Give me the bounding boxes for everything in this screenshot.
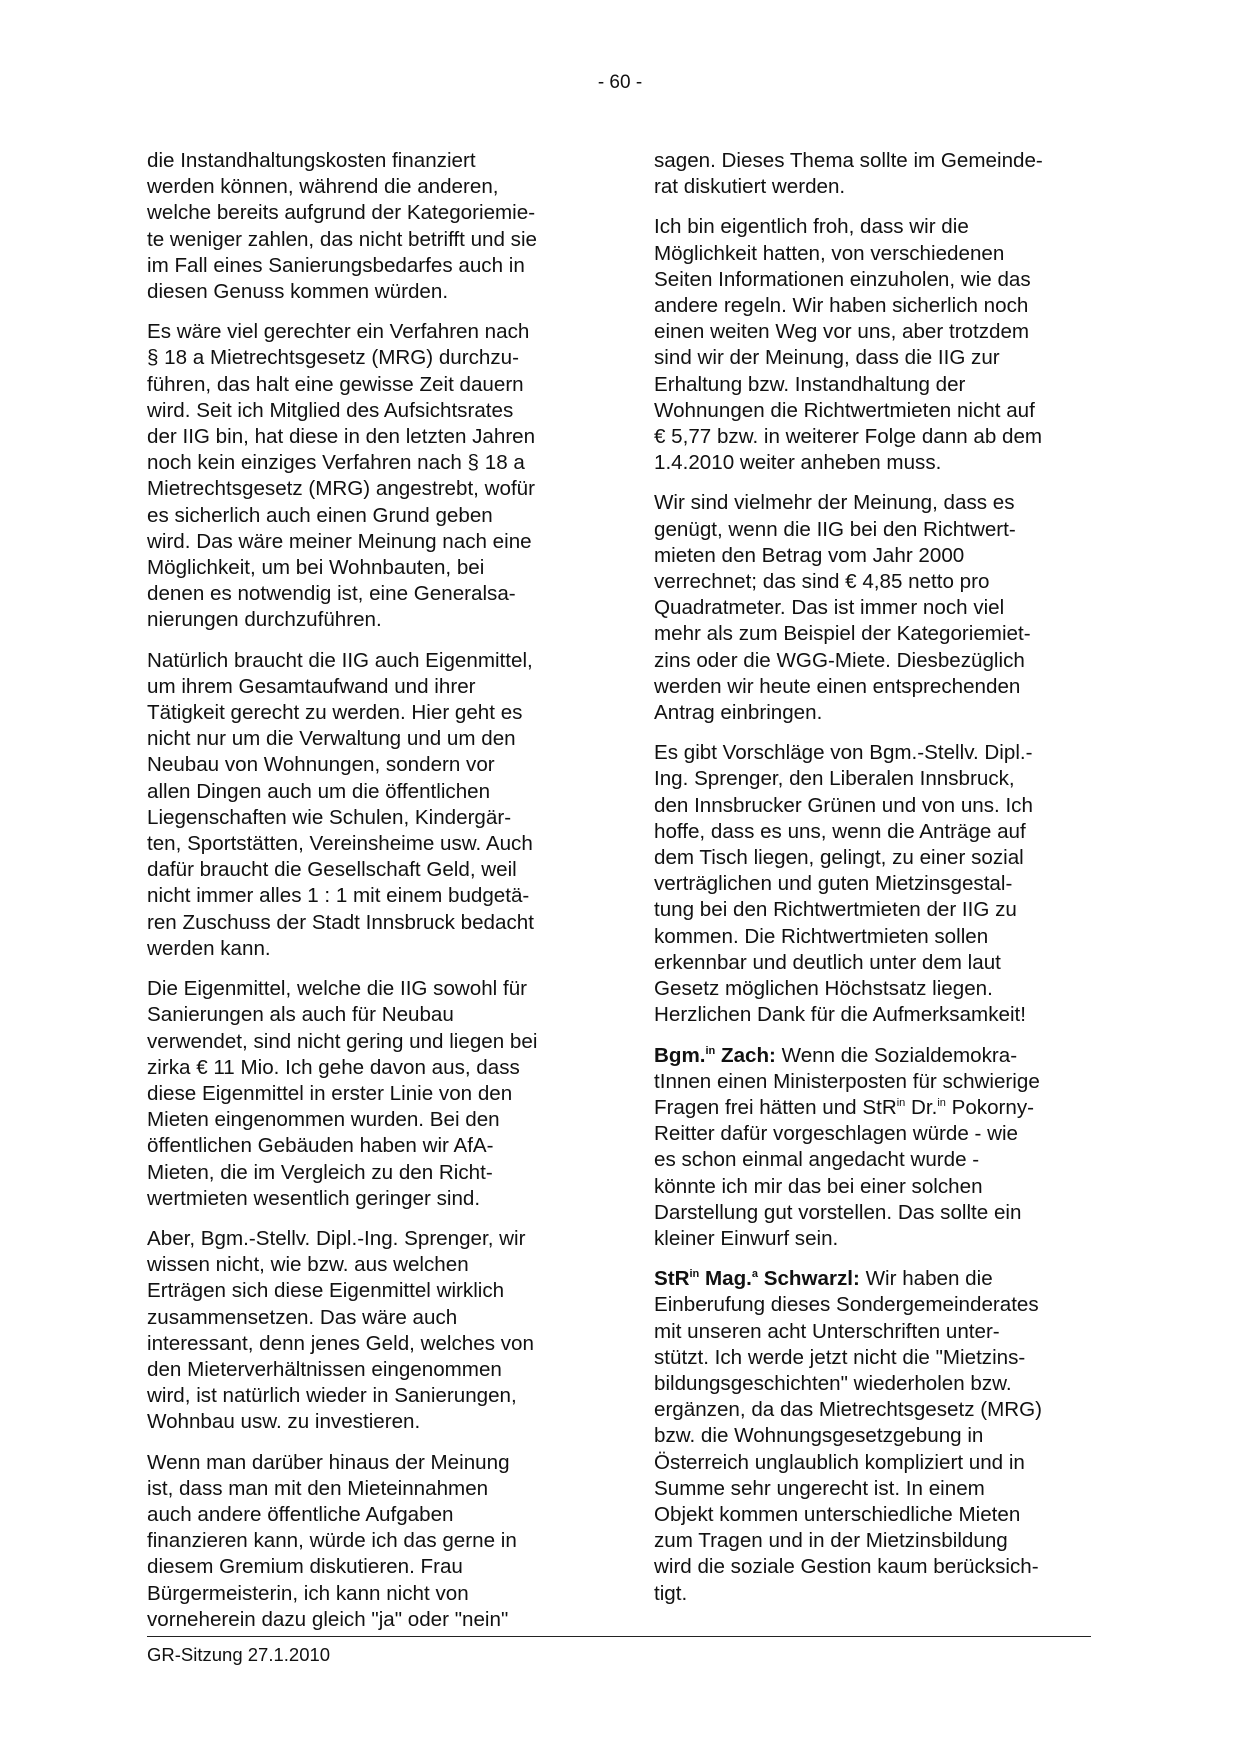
text-line: Möglichkeit hatten, von verschiedenen: [654, 241, 1005, 265]
text-line: Aber, Bgm.-Stellv. Dipl.-Ing. Sprenger, wir: [147, 1226, 526, 1250]
speaker-name: Schwarzl:: [758, 1267, 860, 1291]
text-line: wird. Das wäre meiner Meinung nach eine: [147, 529, 532, 553]
text-line: Wir sind vielmehr der Meinung, dass es: [654, 491, 1015, 515]
text-line: der IIG bin, hat diese in den letzten Jahren: [147, 425, 536, 449]
paragraph: [147, 976, 579, 1212]
text-line: den Mieterverhältnissen eingenommen: [147, 1357, 502, 1381]
paragraph: [147, 1226, 579, 1436]
text-line: wertmieten wesentlich geringer sind.: [147, 1186, 481, 1210]
text-line: Wenn man darüber hinaus der Meinung: [147, 1450, 510, 1474]
text-line: wird. Seit ich Mitglied des Aufsichtsrates: [147, 398, 514, 422]
text-line: ten, Sportstätten, Vereinsheime usw. Auch: [147, 832, 533, 856]
text-line: sagen. Dieses Thema sollte im Gemeinde-: [654, 149, 1043, 172]
text-line: Summe sehr ungerecht ist. In einem: [654, 1476, 985, 1500]
page-number: - 60 -: [597, 72, 643, 93]
paragraph: [147, 319, 579, 633]
text-line: bildungsgeschichten" wiederholen bzw.: [654, 1371, 1012, 1395]
text-line: diesem Gremium diskutieren. Frau: [147, 1555, 463, 1579]
text-line: den Innsbrucker Grünen und von uns. Ich: [654, 793, 1033, 817]
text-line: tigt.: [654, 1581, 688, 1605]
text-line: noch kein einziges Verfahren nach § 18 a: [147, 451, 525, 475]
text-line: Seiten Informationen einzuholen, wie das: [654, 267, 1031, 291]
text-line: Mietrechtsgesetz (MRG) angestrebt, wofür: [147, 477, 535, 501]
text-line: wissen nicht, wie bzw. aus welchen: [147, 1253, 469, 1277]
speaker-title-sup: a: [751, 1268, 759, 1281]
text-line: Wir haben die: [859, 1267, 993, 1291]
text-line: Liegenschaften wie Schulen, Kindergär-: [147, 805, 512, 829]
speech-schwarzl: [654, 1266, 1086, 1607]
speaker-schwarzl: [654, 1267, 860, 1290]
text-line: genügt, wenn die IIG bei den Richtwert-: [654, 517, 1016, 541]
text-line: Tätigkeit gerecht zu werden. Hier geht es: [147, 701, 523, 725]
text-line: Sanierungen als auch für Neubau: [147, 1003, 454, 1027]
text-line: Ich bin eigentlich froh, dass wir die: [654, 215, 969, 239]
text-line: zusammensetzen. Das wäre auch: [147, 1305, 458, 1329]
footer-session-date: GR-Sitzung 27.1.2010: [147, 1644, 331, 1665]
text-line: um ihrem Gesamtaufwand und ihrer: [147, 674, 476, 698]
text-line: Neubau von Wohnungen, sondern vor: [147, 753, 495, 777]
text-line: führen, das halt eine gewisse Zeit dauern: [147, 372, 524, 396]
text-line: Es wäre viel gerechter ein Verfahren nach: [147, 320, 530, 344]
speaker-title: StR: [654, 1267, 690, 1291]
text-line: kommen. Die Richtwertmieten sollen: [654, 924, 989, 948]
text-line: Bürgermeisterin, ich kann nicht von: [147, 1581, 469, 1605]
text-line: sind wir der Meinung, dass die IIG zur: [654, 346, 1000, 370]
text-line: 1.4.2010 weiter anheben muss.: [654, 451, 942, 475]
text-line: verwendet, sind nicht gering und liegen bei: [147, 1029, 538, 1053]
text-line: mieten den Betrag vom Jahr 2000: [654, 543, 965, 567]
paragraph: [654, 490, 1086, 726]
text-line: zins oder die WGG-Miete. Diesbezüglich: [654, 648, 1025, 672]
text-line: ergänzen, da das Mietrechtsgesetz (MRG): [654, 1398, 1043, 1422]
text-line: vorneherein dazu gleich "ja" oder "nein": [147, 1607, 509, 1631]
text-line: tInnen einen Ministerposten für schwierige: [654, 1069, 1040, 1093]
text-line: nicht immer alles 1 : 1 mit einem budgetä-: [147, 884, 530, 908]
text-line: erkennbar und deutlich unter dem laut: [654, 950, 1001, 974]
paragraph: [654, 148, 1086, 200]
text-line: öffentlichen Gebäuden haben wir AfA-: [147, 1134, 494, 1158]
text-line: Natürlich braucht die IIG auch Eigenmittel,: [147, 648, 533, 672]
text-line: auch andere öffentliche Aufgaben: [147, 1502, 454, 1526]
text-line: einen weiten Weg vor uns, aber trotzdem: [654, 320, 1030, 344]
text-line: werden kann.: [147, 936, 271, 960]
text-line: Erhaltung bzw. Instandhaltung der: [654, 372, 966, 396]
text-line: rat diskutiert werden.: [654, 175, 846, 199]
text-line: Erträgen sich diese Eigenmittel wirklich: [147, 1279, 505, 1303]
text-line: bzw. die Wohnungsgesetzgebung in: [654, 1424, 984, 1448]
text-line: im Fall eines Sanierungsbedarfes auch in: [147, 253, 525, 277]
text-line: Möglichkeit, um bei Wohnbauten, bei: [147, 556, 485, 580]
text-line: denen es notwendig ist, eine Generalsa-: [147, 582, 516, 606]
text-line: Einberufung dieses Sondergemeinderates: [654, 1293, 1039, 1317]
text-line: diese Eigenmittel in erster Linie von den: [147, 1081, 513, 1105]
text-line: dafür braucht die Gesellschaft Geld, weil: [147, 858, 517, 882]
text-line: Wohnungen die Richtwertmieten nicht auf: [654, 398, 1035, 422]
speaker-title-sup: in: [705, 1044, 716, 1057]
paragraph: [654, 740, 1086, 1028]
text-line: Fragen frei hätten und StR: [654, 1095, 897, 1119]
text-line: ren Zuschuss der Stadt Innsbruck bedacht: [147, 910, 534, 934]
text-line: Ing. Sprenger, den Liberalen Innsbruck,: [654, 767, 1015, 791]
text-line: € 5,77 bzw. in weiterer Folge dann ab dem: [654, 425, 1043, 449]
text-line: Antrag einbringen.: [654, 701, 823, 725]
text-line: es schon einmal angedacht wurde -: [654, 1148, 980, 1172]
speaker-name: Zach:: [715, 1043, 776, 1067]
text-line: finanzieren kann, würde ich das gerne in: [147, 1529, 517, 1553]
text-line: te weniger zahlen, das nicht betrifft und sie: [147, 227, 537, 251]
title-sup: in: [896, 1096, 906, 1109]
text-line: Österreich unglaublich kompliziert und in: [654, 1450, 1025, 1474]
text-line: andere regeln. Wir haben sicherlich noch: [654, 294, 1029, 318]
text-line: Darstellung gut vorstellen. Das sollte ein: [654, 1200, 1022, 1224]
text-line: Reitter dafür vorgeschlagen würde - wie: [654, 1122, 1019, 1146]
text-line: die Instandhaltungskosten finanziert: [147, 149, 476, 172]
text-line: zum Tragen und in der Mietzinsbildung: [654, 1529, 1008, 1553]
text-line: Gesetz möglichen Höchstsatz liegen.: [654, 977, 993, 1001]
paragraph: [654, 214, 1086, 476]
text-line: welche bereits aufgrund der Kategoriemie-: [147, 201, 536, 225]
text-line: werden können, während die anderen,: [147, 175, 499, 199]
text-line: Mieten eingenommen wurden. Bei den: [147, 1108, 500, 1132]
text-line: Wenn die Sozialdemokra-: [775, 1043, 1018, 1067]
footer-divider: [147, 1636, 1091, 1637]
text-line: tung bei den Richtwertmieten der IIG zu: [654, 898, 1017, 922]
text-line: Die Eigenmittel, welche die IIG sowohl für: [147, 977, 528, 1001]
text-line: kleiner Einwurf sein.: [654, 1226, 839, 1250]
text-line: diesen Genuss kommen würden.: [147, 280, 449, 304]
text-line: verträglichen und guten Mietzinsgestal-: [654, 872, 1013, 896]
text-line: Es gibt Vorschläge von Bgm.-Stellv. Dipl.-: [654, 741, 1033, 765]
text-line: Mieten, die im Vergleich zu den Richt-: [147, 1160, 493, 1184]
text-line: allen Dingen auch um die öffentlichen: [147, 779, 491, 803]
paragraph: [147, 1450, 579, 1633]
right-column: [654, 148, 1086, 1621]
text-line: Herzlichen Dank für die Aufmerksamkeit!: [654, 1003, 1026, 1027]
text-line: verrechnet; das sind € 4,85 netto pro: [654, 570, 990, 594]
speech-zach: [654, 1043, 1086, 1253]
text-line: stützt. Ich werde jetzt nicht die "Mietzins-: [654, 1345, 1026, 1369]
paragraph: [147, 648, 579, 962]
speaker-title-sup: in: [689, 1268, 700, 1281]
text-line: hoffe, dass es uns, wenn die Anträge auf: [654, 819, 1026, 843]
text-line: Pokorny-: [945, 1095, 1035, 1119]
text-line: mehr als zum Beispiel der Kategoriemiet-: [654, 622, 1031, 646]
text-line: wird die soziale Gestion kaum berücksich-: [654, 1555, 1039, 1579]
paragraph: [147, 148, 579, 305]
text-line: könnte ich mir das bei einer solchen: [654, 1174, 983, 1198]
text-line: § 18 a Mietrechtsgesetz (MRG) durchzu-: [147, 346, 519, 370]
left-column: [147, 148, 579, 1647]
speaker-title: Bgm.: [654, 1043, 706, 1067]
text-line: wird, ist natürlich wieder in Sanierungen,: [147, 1384, 517, 1408]
speaker-zach: [654, 1044, 776, 1067]
text-line: nicht nur um die Verwaltung und um den: [147, 727, 516, 751]
text-line: werden wir heute einen entsprechenden: [654, 674, 1021, 698]
text-line: zirka € 11 Mio. Ich gehe davon aus, dass: [147, 1055, 520, 1079]
text-line: nierungen durchzuführen.: [147, 608, 382, 632]
text-line: Objekt kommen unterschiedliche Mieten: [654, 1502, 1021, 1526]
speaker-title: Mag.: [699, 1267, 752, 1291]
text-line: mit unseren acht Unterschriften unter-: [654, 1319, 1000, 1343]
title-sup: in: [937, 1096, 946, 1109]
text-line: es sicherlich auch einen Grund geben: [147, 503, 493, 527]
text-line: interessant, denn jenes Geld, welches von: [147, 1331, 534, 1355]
text-line: ist, dass man mit den Mieteinnahmen: [147, 1476, 489, 1500]
text-line: Wohnbau usw. zu investieren.: [147, 1410, 421, 1434]
text-line: dem Tisch liegen, gelingt, zu einer sozial: [654, 846, 1024, 870]
text-line: Dr.: [905, 1095, 938, 1119]
text-line: Quadratmeter. Das ist immer noch viel: [654, 596, 1005, 620]
